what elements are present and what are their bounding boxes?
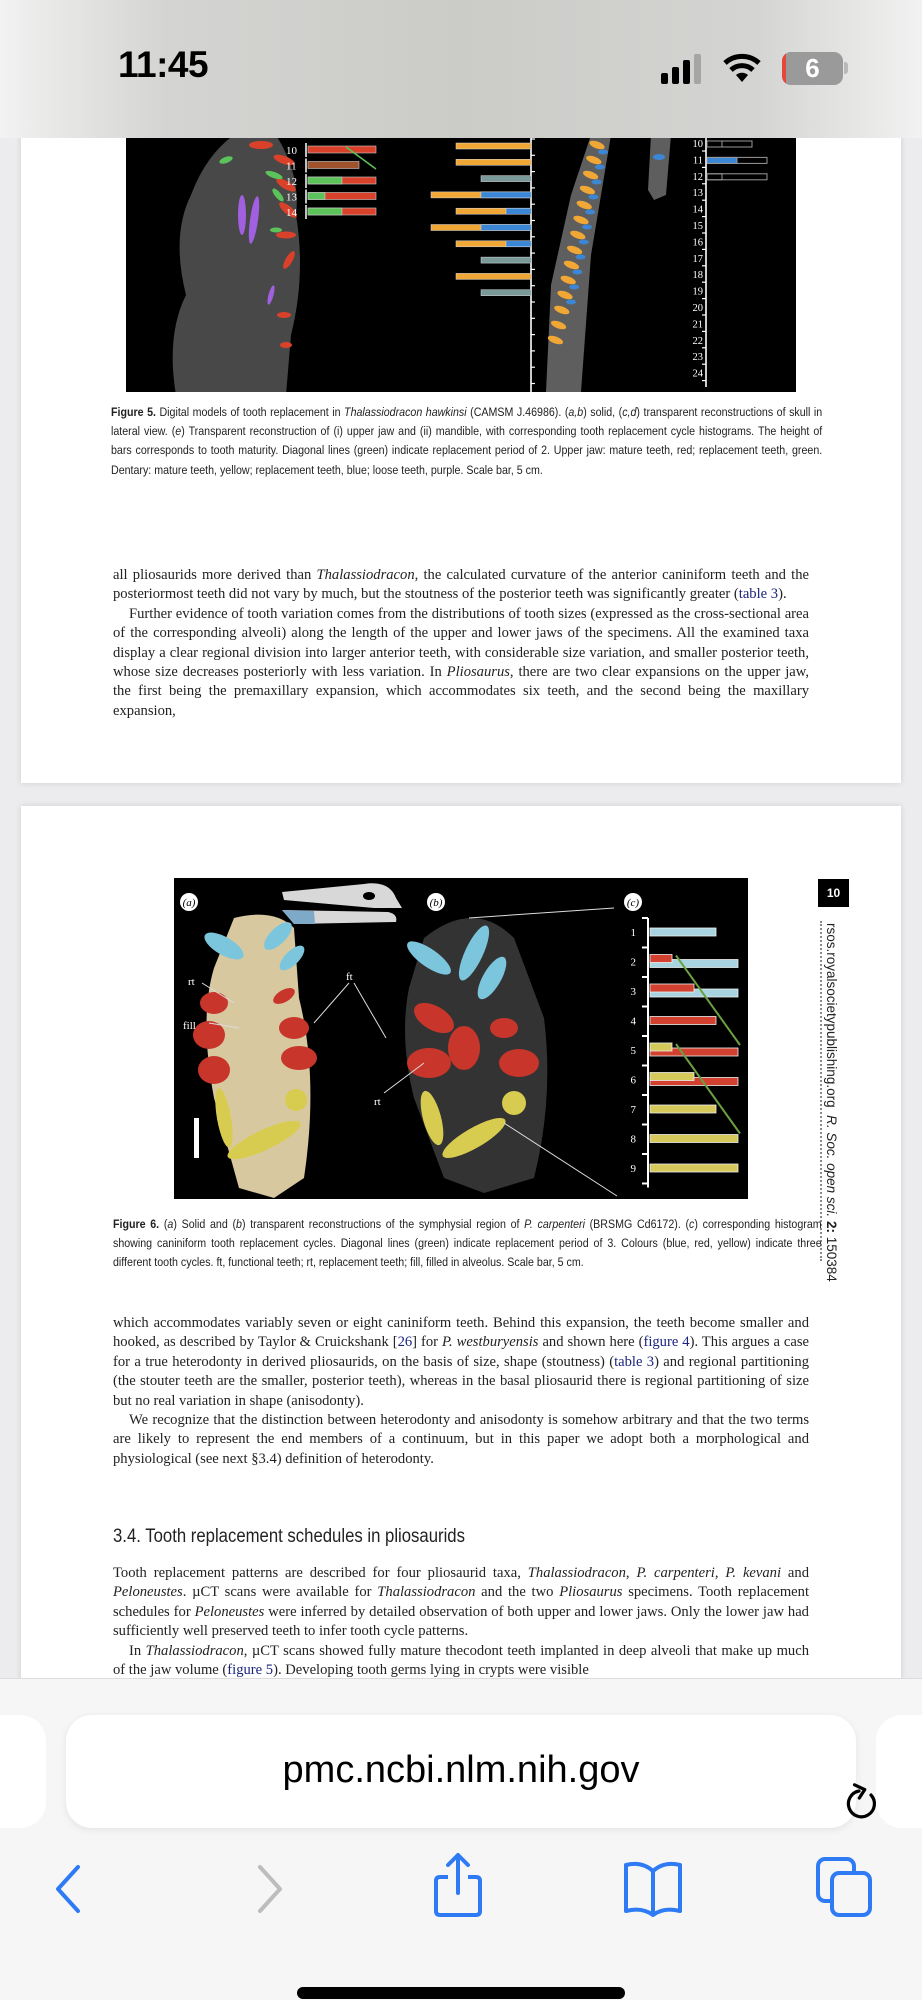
annotation-fill: fill [183,1020,196,1032]
skull-lateral-transparent [173,135,300,392]
tick-label: 7 [630,1104,636,1116]
tick-label: 14 [286,207,297,219]
tick-label: 13 [692,188,703,200]
tooth-marker [592,180,602,185]
histogram-bar [650,1164,738,1172]
annotation-rt: rt [188,976,195,988]
paragraph: which accommodates variably seven or eight caniniform teeth. Behind this expansion, the teeth become smaller and hooked, as described by Taylor & Cruickshank [26] for P. westburyensis and shown here (figure 4). This argues a case for a true heterodonty in derived pliosaurids, on the basis of size, shape (stoutness) (table 3) and regional partitioning (the stouter teeth are the smaller, posterior teeth), whereas in the basal pliosaurid there is regional partitioning of size but no real variation in shape (anisodonty). [113,1315,810,1409]
figure-6-image [174,878,748,1199]
figure-6-caption: Figure 6. (a) Solid and (b) transparent reconstructions of the symphysial region of P. carpenteri (BRSMG Cd6172). (c) corresponding histogram showing caniniform tooth replacement cycles. Diagonal lines (green) indicate replacement period of 3. Colours (blue, red, yellow) indicate three different tooth cycles. ft, functional teeth; rt, replacement teeth; fill, filled in alveolus. Scale bar, 5 cm. [113,1217,822,1270]
section-heading: 3.4. Tooth replacement schedules in pliosaurids [113,1526,465,1547]
tooth-marker [595,165,605,170]
previous-tab-preview[interactable] [0,1715,46,1828]
panel-label-b [427,893,445,911]
figure-4-link[interactable]: figure 4 [643,1334,690,1351]
url-text[interactable]: pmc.ncbi.nlm.nih.gov [282,1749,640,1791]
histogram-bar [456,143,531,149]
tick-label: 15 [692,221,703,232]
tick-label: 8 [630,1133,636,1146]
ref-26-link[interactable]: 26 [397,1334,413,1351]
figure-5-upper-histogram [286,143,376,219]
skull-silhouette-icon [282,883,402,924]
annotation-ft: ft [346,971,353,983]
histogram-bar [650,1105,716,1113]
tooth-marker [585,210,595,215]
wifi-icon [723,51,761,83]
tick-label: 20 [692,303,703,314]
tabs-icon[interactable] [812,1855,876,1919]
histogram-bar [308,208,342,215]
forward-icon[interactable] [250,1861,290,1917]
histogram-bar [308,177,342,184]
figure-5-image [126,135,796,392]
browser-toolbar [0,1678,922,2000]
histogram-bar [707,174,767,180]
body-text-section-3-4 [113,1564,809,1680]
scale-bar [194,1118,199,1158]
paragraph: Tooth replacement patterns are described for four pliosaurid taxa, Thalassiodracon, P. carpenteri, P. kevani and Peloneustes. µCT scans were available for Thalassiodracon and the two Pliosaurus specimens. Tooth replacement schedules for Peloneustes were inferred by detailed observation of both upper and lower jaws. Only the lower jaw had sufficiently well preserved teeth to infer tooth cycle patterns. [113,1565,810,1640]
tick-label: 6 [630,1074,636,1087]
figure-6-histogram [631,918,741,1188]
histogram-bar [506,208,531,214]
page-number: 10 [818,879,849,907]
histogram-bar [707,141,722,147]
panel-label-c [624,893,642,911]
diagonal-line [676,1044,740,1134]
tick-label: 2 [630,956,636,969]
tick-label: 13 [286,191,297,204]
histogram-bar [707,141,752,147]
tick-label: 12 [692,171,703,183]
tick-label: 23 [692,352,703,364]
tick-label: 10 [692,139,703,150]
tick-label: 24 [692,368,703,380]
back-icon[interactable] [48,1861,88,1917]
tick-label: 18 [692,270,703,282]
histogram-bar [308,193,325,200]
panel-label-a [180,893,198,911]
home-indicator [297,1987,625,1999]
dotted-rule [820,921,822,1261]
figure-5-link[interactable]: figure 5 [227,1662,274,1679]
mandible-transparent [546,135,611,392]
tick-label: 10 [286,145,297,157]
body-text-page2 [113,1314,809,1469]
histogram-bar [481,257,531,263]
svg-text:(a): (a) [182,897,196,909]
bookmarks-icon[interactable] [620,1859,686,1917]
address-bar[interactable] [66,1715,856,1828]
jaw-fragment [648,135,671,200]
journal-citation: rsos.royalsocietypublishing.org R. Soc. open sci. 2: 150384 [824,923,839,1282]
svg-text:(c): (c) [626,897,640,909]
paragraph: all pliosaurids more derived than Thalassiodracon, the calculated curvature of the anterior caniniform teeth and the posteriormost teeth did not vary by much, but the stoutness of the posterior teeth was significantly greater (table 3). [113,567,810,603]
histogram-bar [456,159,531,165]
signal-icon [661,54,703,84]
histogram-bar [481,290,531,296]
histogram-bar [506,241,531,247]
tick-label: 11 [692,155,703,167]
tooth-marker [588,195,598,200]
tick-label: 22 [692,335,703,347]
histogram-bar [308,162,359,169]
histogram-bar [481,192,531,198]
status-time: 11:45 [118,44,209,85]
paragraph: We recognize that the distinction between heterodonty and anisodonty is somehow arbitrary and that the two terms are likely to represent the end members of a continuum, but in this paper we adopt both a morphological and physiological (see next §3.4) definition of heterodonty. [113,1412,809,1467]
tick-label: 16 [692,237,703,249]
histogram-bar [707,157,737,163]
tick-label: 9 [630,1163,636,1175]
tick-label: 4 [630,1015,636,1028]
histogram-bar [481,176,531,182]
histogram-bar [650,928,716,936]
share-icon[interactable] [430,1851,486,1917]
figure-6-graphic [174,878,748,1199]
histogram-bar [650,984,694,992]
histogram-bar [650,1135,738,1143]
reload-icon[interactable] [843,1779,883,1825]
body-text-page1 [113,566,809,721]
histogram-bar [456,273,531,279]
diagonal-line [676,956,740,1046]
paragraph: Further evidence of tooth variation comes from the distributions of tooth sizes (expressed as the cross-sectional area of the corresponding alveoli) along the length of the upper and lower jaws of the specimens. All the examined taxa display a clear regional division into larger anterior teeth, with considerable size variation, and smaller posterior teeth, whose size decreases posteriorly with less variation. In Pliosaurus, there are two clear expansions on the upper jaw, the first being the premaxillary expansion, which accommodates six teeth, and the second being the maxillary expansion, [113,605,809,719]
histogram-bar [481,225,531,231]
histogram-bar [650,1043,672,1051]
figure-5-graphic [126,135,796,392]
tooth-marker [598,150,608,155]
tick-label: 17 [692,253,703,265]
tick-label: 11 [286,160,297,173]
tick-label: 19 [692,286,703,298]
status-bar [0,0,922,138]
svg-text:(b): (b) [429,897,443,909]
tooth-marker [566,300,576,305]
tick-label: 3 [630,986,636,998]
pdf-page-10 [21,806,901,1686]
battery-tip [844,62,848,74]
pdf-page-9 [21,100,901,783]
tooth-marker [572,270,582,275]
figure-5-dentary-histogram [431,135,535,392]
annotation-rt-b: rt [374,1096,381,1108]
battery-icon [782,52,843,85]
battery-level: 6 [805,53,820,83]
figure-5-caption: Figure 5. Digital models of tooth replacement in Thalassiodracon hawkinsi (CAMSM J.46986). (a,b) solid, (c,d) transparent reconstructions of skull in lateral view. (e) Transparent reconstruction of (i) upper jaw and (ii) mandible, with corresponding tooth replacement cycle histograms. The height of bars corresponds to tooth maturity. Diagonal lines (green) indicate replacement period of 2. Upper jaw: mature teeth, red; replacement teeth, green. Dentary: mature teeth, yellow; replacement teeth, blue; loose teeth, purple. Scale bar, 5 cm. [111,405,823,477]
tick-label: 1 [630,927,636,939]
tooth-marker [569,285,579,290]
tooth-marker [579,240,589,245]
histogram-bar [707,174,722,180]
table-3-link[interactable]: table 3 [738,586,779,603]
figure-5-right-histogram [693,135,768,387]
paragraph: In Thalassiodracon, µCT scans showed fully mature thecodont teeth implanted in deep alveoli that make up much of the jaw volume (figure 5). Developing tooth germs lying in crypts were visible [113,1642,809,1679]
tick-label: 5 [630,1045,636,1057]
table-3-link[interactable]: table 3 [614,1353,655,1370]
histogram-bar [650,1073,694,1081]
tick-label: 21 [692,319,703,331]
histogram-bar [308,146,376,153]
tick-label: 12 [286,176,297,188]
tick-label: 14 [692,204,703,216]
tooth-marker [582,225,592,230]
figure-6-label: Figure 6. [113,1217,160,1231]
histogram-bar [650,1017,716,1025]
histogram-bar [650,955,672,963]
figure-5-label: Figure 5. [111,405,156,419]
tooth-marker [576,255,586,260]
